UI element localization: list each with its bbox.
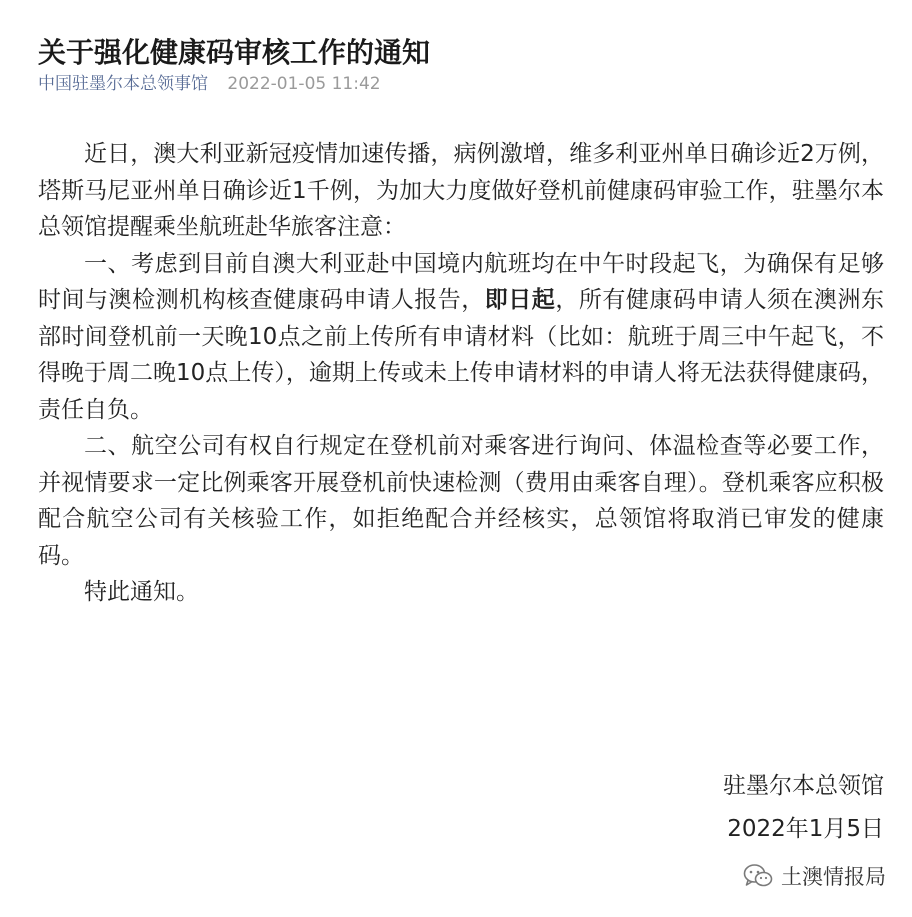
- paragraph-intro: 近日，澳大利亚新冠疫情加速传播，病例激增，维多利亚州单日确诊近2万例，塔斯马尼亚州单日确诊近1千例，为加大力度做好登机前健康码审验工作，驻墨尔本总领馆提醒乘坐航班赴华旅客注意：: [38, 141, 884, 240]
- signature-date: 2022年1月5日: [727, 816, 884, 842]
- article-meta: [38, 72, 381, 96]
- wechat-icon: [743, 863, 773, 889]
- article-source-link[interactable]: 中国驻墨尔本总领事馆: [38, 74, 208, 94]
- article-title: 关于强化健康码审核工作的通知: [38, 35, 431, 69]
- paragraph-closing: 特此通知。: [84, 579, 199, 605]
- publish-date: 2022-01-05 11:42: [227, 74, 381, 94]
- paragraph-item-two: 二、航空公司有权自行规定在登机前对乘客进行询问、体温检查等必要工作，并视情要求一定比例乘客开展登机前快速检测（费用由乘客自理）。登机乘客应积极配合航空公司有关核验工作，如拒绝配合并经核实，总领馆将取消已审发的健康码。: [38, 433, 884, 569]
- paragraph-item-one-rest: ，所有健康码申请人须在澳洲东部时间登机前一天晚10点之前上传所有申请材料（比如：航班于周三中午起飞，不得晚于周二晚10点上传），逾期上传或未上传申请材料的申请人将无法获得健康码，责任自负。: [38, 287, 885, 423]
- watermark-text: 土澳情报局: [781, 865, 886, 889]
- paragraph-item-one-lead: 一、考虑到目前自澳大利亚赴中国境内航班均在中午时段起飞，为确保有足够时间与澳检测机构核查健康码申请人报告，: [38, 250, 884, 313]
- article-body: [38, 136, 884, 611]
- paragraph-item-one: [38, 246, 884, 429]
- signature-organization: 驻墨尔本总领馆: [723, 773, 884, 799]
- account-watermark: [743, 858, 886, 894]
- effective-immediately-emphasis: 即日起: [484, 287, 556, 313]
